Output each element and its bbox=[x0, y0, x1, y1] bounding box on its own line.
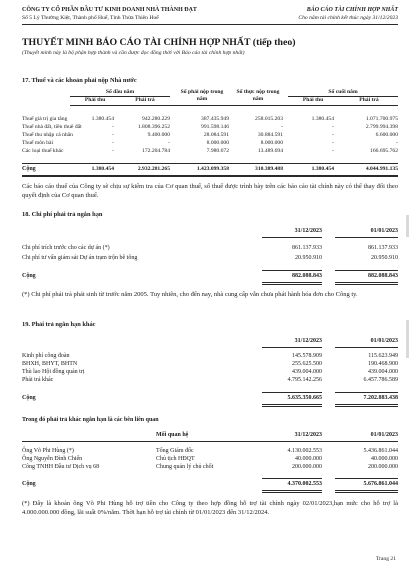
total-start: 5.676.861.044 bbox=[363, 481, 398, 487]
cell-payable: 7.980.672 bbox=[206, 148, 229, 154]
page-subtitle: (Thuyết minh này là bộ phận hợp thành và cần được đọc đồng thời với Báo cáo tài chính hợp nhất) bbox=[22, 50, 245, 56]
cell-close-payable: 2.799.994.398 bbox=[365, 124, 398, 130]
row-label: Chi phí trích trước cho các dự án (*) bbox=[22, 245, 110, 251]
s18-col-start: 01/01/2023 bbox=[370, 228, 398, 234]
total-label: Cộng bbox=[22, 166, 36, 172]
s17-total-bottom-rule-double bbox=[22, 176, 398, 177]
cell-start: 200.000.000 bbox=[368, 464, 398, 470]
scan-mark bbox=[406, 215, 409, 237]
s18-col-end-rule bbox=[262, 237, 322, 238]
total-label: Cộng bbox=[22, 395, 36, 401]
cell-end: 439.004.000 bbox=[292, 369, 322, 375]
row-label: Chi phí tư vấn giám sát Dự án trạm trộn bê tông bbox=[22, 255, 138, 261]
cell-open-receivable: - bbox=[112, 148, 114, 154]
cell-relationship: Tổng Giám đốc bbox=[156, 448, 194, 454]
s18-note: (*) Chi phí phải trả phát sinh từ trước năm 2005. Tuy nhiên, cho đến nay, nhà cung cấp vẫn chưa phát hành hóa đơn cho Công ty. bbox=[22, 291, 358, 298]
s17-header-close-payable: Phải trả bbox=[359, 97, 379, 103]
cell-paid: 30.884.591 bbox=[257, 132, 283, 138]
cell-close-payable: 6.600.000 bbox=[375, 132, 398, 138]
row-label: BHXH, BHYT, BHTN bbox=[22, 361, 78, 367]
cell-open-receivable: - bbox=[112, 132, 114, 138]
cell-end: 861.137.933 bbox=[292, 245, 322, 251]
s19-col-start: 01/01/2023 bbox=[370, 338, 398, 344]
row-label: Kinh phí công đoàn bbox=[22, 353, 70, 359]
total-paid: 310.389.488 bbox=[255, 166, 283, 172]
s17-total-top-rule bbox=[22, 163, 398, 164]
s17-header-bottom-rule bbox=[70, 105, 398, 106]
cell-close-payable: - bbox=[396, 140, 398, 146]
cell-open-payable: 172.204.784 bbox=[142, 148, 170, 154]
scan-mark bbox=[406, 320, 409, 358]
related-parties-title: Trong đó phải trả khác ngắn hạn là các bên liên quan bbox=[22, 417, 159, 423]
total-label: Cộng bbox=[22, 481, 36, 487]
cell-open-payable: - bbox=[168, 140, 170, 146]
s18-total-bottom-rule-start-double bbox=[335, 284, 398, 285]
cell-start: 20.950.910 bbox=[371, 255, 398, 261]
cell-payable: 8.000.000 bbox=[206, 140, 229, 146]
total-open-payable: 2.932.281.265 bbox=[137, 166, 170, 172]
cell-open-receivable: - bbox=[112, 140, 114, 146]
cell-open-payable: 942.280.229 bbox=[142, 116, 170, 122]
s17-header-open: Số đầu năm bbox=[105, 89, 135, 95]
total-end: 5.635.350.665 bbox=[287, 395, 322, 401]
row-label: Thuế môn bài bbox=[22, 140, 54, 146]
cell-end: 200.000.000 bbox=[292, 464, 322, 470]
total-end: 882.088.843 bbox=[292, 273, 322, 279]
company-name: CÔNG TY CỔ PHẦN ĐẦU TƯ KINH DOANH NHÀ THÀNH ĐẠT bbox=[22, 7, 197, 13]
s18-col-start-rule bbox=[335, 237, 398, 238]
s17-header-open-receivable: Phải thu bbox=[84, 97, 106, 103]
s18-total-top-rule-start bbox=[335, 270, 398, 271]
total-payable: 1.423.099.358 bbox=[196, 166, 229, 172]
s19-total-top-rule-end bbox=[262, 392, 322, 393]
cell-end: 4.130.002.553 bbox=[287, 448, 322, 454]
s17-header-close: Số cuối năm bbox=[328, 89, 358, 95]
s17-header-paid: Số thực nộp trong năm bbox=[236, 89, 280, 102]
cell-paid: 13.489.694 bbox=[257, 148, 283, 154]
row-label: Ông Nguyễn Đình Chiến bbox=[22, 456, 83, 462]
row-label: Ông Võ Phi Hùng (*) bbox=[22, 448, 74, 454]
cell-relationship: Chủ tịch HĐQT bbox=[156, 456, 195, 462]
cell-payable: 991.598.146 bbox=[201, 124, 229, 130]
total-close-receivable: 1.380.454 bbox=[311, 166, 334, 172]
total-start: 7.202.883.438 bbox=[363, 395, 398, 401]
cell-open-payable: 1.808.396.252 bbox=[137, 124, 170, 130]
cell-paid: - bbox=[281, 124, 283, 130]
s19-total-top-rule-start bbox=[335, 392, 398, 393]
s17-header-payable: Số phải nộp trong năm bbox=[180, 89, 224, 102]
s19-col-end: 31/12/2023 bbox=[294, 338, 322, 344]
related-total-top-rule-end bbox=[262, 478, 322, 479]
section-18-title: 18. Chi phí phải trả ngắn hạn bbox=[22, 211, 103, 218]
page-number: Trang 21 bbox=[375, 556, 396, 562]
related-col-start: 01/01/2023 bbox=[370, 432, 398, 438]
s19-col-start-rule bbox=[335, 347, 398, 348]
s19-total-bottom-rule-end-double bbox=[262, 406, 322, 407]
s19-total-bottom-rule-start-double bbox=[335, 406, 398, 407]
s19-col-end-rule bbox=[262, 347, 322, 348]
s19-note: (*) Đây là khoản ông Võ Phi Hùng hỗ trợ tiền cho Công ty theo hợp đồng hỗ trợ tài chính ngày 02/01/2023,hạn mức cho hỗ trợ là 4.000.000.000 đồng, lãi suất 0%/năm. Thời hạn hỗ trợ tài chính từ 01/01/2023 đến 31/12/2024. bbox=[22, 500, 398, 516]
cell-start: 5.436.861.044 bbox=[363, 448, 398, 454]
s18-total-top-rule-end bbox=[262, 270, 322, 271]
total-label: Cộng bbox=[22, 273, 36, 279]
cell-open-receivable: - bbox=[112, 124, 114, 130]
cell-close-receivable: - bbox=[332, 132, 334, 138]
cell-start: 190.468.900 bbox=[368, 361, 398, 367]
cell-start: 115.623.949 bbox=[368, 353, 398, 359]
related-header-rule bbox=[22, 441, 398, 442]
company-address: Số 5 Lý Thường Kiệt, Thành phố Huế, Tỉnh Thừa Thiên Huế bbox=[22, 15, 159, 21]
row-label: Thù lao Hội đồng quản trị bbox=[22, 369, 85, 375]
total-start: 882.088.843 bbox=[368, 273, 398, 279]
cell-open-receivable: 1.380.454 bbox=[91, 116, 114, 122]
s17-header-open-payable: Phải trả bbox=[135, 97, 155, 103]
cell-end: 4.795.142.256 bbox=[287, 377, 322, 383]
row-label: Công TNHH Đầu tư Dịch vụ 68 bbox=[22, 464, 100, 470]
page-title: THUYẾT MINH BÁO CÁO TÀI CHÍNH HỢP NHẤT (tiếp theo) bbox=[22, 37, 296, 48]
cell-start: 861.137.933 bbox=[368, 245, 398, 251]
related-total-bottom-rule-start-double bbox=[335, 492, 398, 493]
row-label: Các loại thuế khác bbox=[22, 148, 64, 154]
header-divider bbox=[22, 24, 398, 25]
section-17-title: 17. Thuế và các khoản phải nộp Nhà nước bbox=[22, 77, 137, 84]
related-col-relationship: Mối quan hệ bbox=[156, 432, 189, 438]
cell-end: 255.625.500 bbox=[292, 361, 322, 367]
related-total-bottom-rule-end-double bbox=[262, 492, 322, 493]
row-label: Thuế thu nhập cá nhân bbox=[22, 132, 73, 138]
cell-paid: 258.015.203 bbox=[255, 116, 283, 122]
related-total-top-rule-start bbox=[335, 478, 398, 479]
cell-close-payable: 166.695.762 bbox=[370, 148, 398, 154]
s18-total-bottom-rule-end-double bbox=[262, 284, 322, 285]
cell-end: 40.000.000 bbox=[295, 456, 322, 462]
cell-close-receivable: 1.380.454 bbox=[311, 116, 334, 122]
related-col-end: 31/12/2023 bbox=[294, 432, 322, 438]
cell-open-payable: 9.400.000 bbox=[147, 132, 170, 138]
cell-start: 6.457.786.589 bbox=[363, 377, 398, 383]
cell-relationship: Chung quản lý chủ chốt bbox=[156, 464, 214, 470]
total-open-receivable: 1.380.454 bbox=[91, 166, 114, 172]
total-close-payable: 4.044.991.135 bbox=[365, 166, 398, 172]
cell-close-payable: 1.071.700.975 bbox=[365, 116, 398, 122]
cell-end: 145.578.909 bbox=[292, 353, 322, 359]
cell-close-receivable: - bbox=[332, 140, 334, 146]
section-19-title: 19. Phải trả ngắn hạn khác bbox=[22, 321, 96, 328]
row-label: Phải trả khác bbox=[22, 377, 54, 383]
row-label: Thuế giá trị gia tăng bbox=[22, 116, 68, 122]
s17-note: Các báo cáo thuế của Công ty sẽ chịu sự kiểm tra của Cơ quan thuế, số thuế được trình bày trên các báo cáo tài chính này có thể thay đổi theo quyết định của Cơ quan thuế. bbox=[22, 183, 398, 199]
s17-header-close-receivable: Phải thu bbox=[302, 97, 324, 103]
total-end: 4.370.002.553 bbox=[287, 481, 322, 487]
cell-close-receivable: - bbox=[332, 124, 334, 130]
cell-close-receivable: - bbox=[332, 148, 334, 154]
cell-payable: 387.435.949 bbox=[201, 116, 229, 122]
cell-end: 20.950.910 bbox=[295, 255, 322, 261]
row-label: Thuế nhà đất, tiền thuê đất bbox=[22, 124, 82, 130]
cell-paid: 8.000.000 bbox=[260, 140, 283, 146]
report-title: BÁO CÁO TÀI CHÍNH HỢP NHẤT bbox=[306, 7, 398, 13]
cell-payable: 28.084.591 bbox=[203, 132, 229, 138]
cell-start: 439.004.000 bbox=[368, 369, 398, 375]
report-period: Cho năm tài chính kết thúc ngày 31/12/2023 bbox=[298, 15, 398, 21]
cell-start: 40.000.000 bbox=[371, 456, 398, 462]
s18-col-end: 31/12/2023 bbox=[294, 228, 322, 234]
